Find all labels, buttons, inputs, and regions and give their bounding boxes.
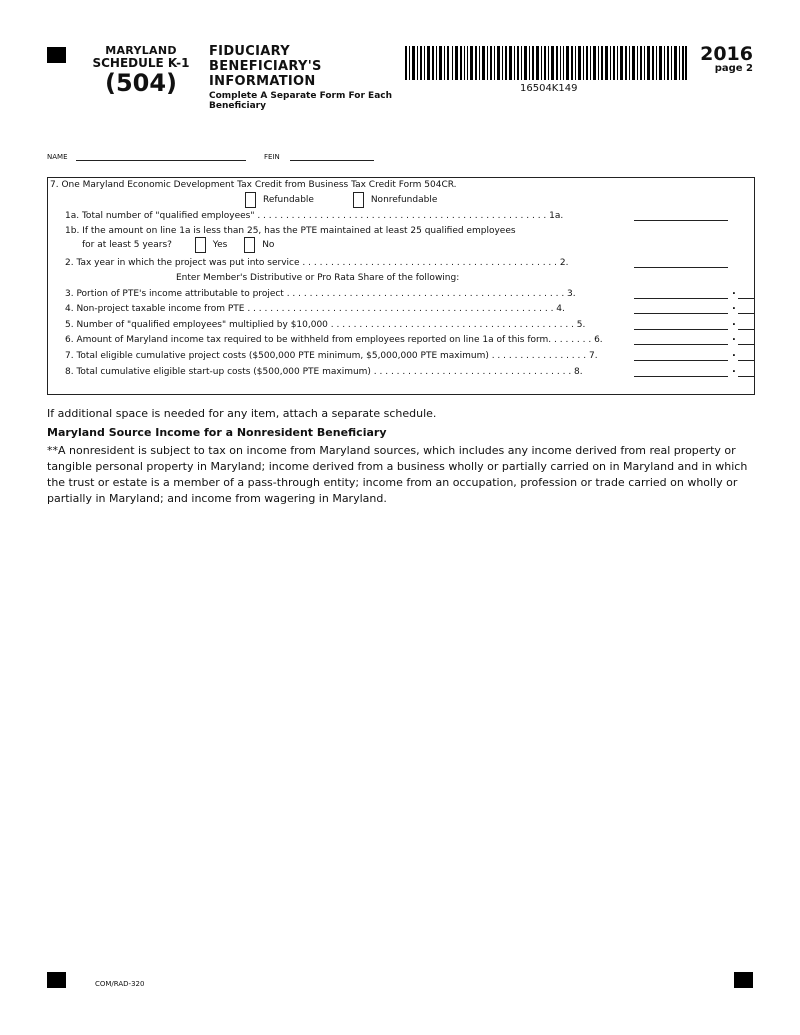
decimal-point: .	[732, 301, 736, 312]
barcode-number: 16504K149	[520, 83, 578, 94]
name-field[interactable]	[76, 151, 246, 161]
line-4-label: 4. Non-project taxable income from PTE . . . . . . . . . . . . . . . . . . . . . . . . . . . . . . . . . . . . . . . . . . . . . . . . . . . . . . 4.	[65, 304, 565, 314]
fein-field[interactable]	[290, 151, 374, 161]
form-identifier	[90, 44, 192, 96]
barcode	[405, 46, 687, 80]
page-number: page 2	[714, 63, 753, 74]
decimal-point: .	[732, 332, 736, 343]
decimal-point: .	[732, 348, 736, 359]
line-1a-label: 1a. Total number of "qualified employees" . . . . . . . . . . . . . . . . . . . . . . . . . . . . . . . . . . . . . . . . . . . . . . . . . . . 1a.	[65, 211, 564, 221]
schedule-label: SCHEDULE K-1	[92, 56, 190, 70]
nonrefundable-checkbox[interactable]	[353, 192, 364, 208]
registration-mark-bottom-left	[47, 972, 66, 988]
line-1b-cont: for at least 5 years?	[82, 240, 172, 250]
line-4-cents-input[interactable]	[738, 303, 754, 314]
no-checkbox[interactable]	[244, 237, 255, 253]
decimal-point: .	[732, 286, 736, 297]
line-1b-label: 1b. If the amount on line 1a is less than 25, has the PTE maintained at least 25 qualified employees	[65, 226, 516, 236]
line-7-label: 7. Total eligible cumulative project costs ($500,000 PTE minimum, $5,000,000 PTE maximum) . . . . . . . . . . . . . . . . . 7.	[65, 351, 598, 361]
tax-year-block	[700, 44, 753, 74]
nonresident-paragraph: **A nonresident is subject to tax on income from Maryland sources, which includes any income derived from real property or tangible personal property in Maryland; income derived from a business wholly or partially carried on in Maryland and in which the trust or estate is a member of a pass-through entity; income from an occupation, profession or trade carried on wholly or partially in Maryland; and income from wagering in Maryland.	[47, 444, 748, 505]
form-number: (504)	[104, 69, 178, 97]
nonresident-heading: Maryland Source Income for a Nonresident Beneficiary	[47, 426, 387, 439]
line-1a-input[interactable]	[634, 210, 728, 221]
refundable-checkbox[interactable]	[245, 192, 256, 208]
title-line-2: BENEFICIARY'S	[209, 59, 322, 74]
decimal-point: .	[732, 364, 736, 375]
line-6-label: 6. Amount of Maryland income tax required to be withheld from employees reported on line 1a of this form. . . . . . . . 6.	[65, 335, 603, 345]
line-3-cents-input[interactable]	[738, 288, 754, 299]
section-7-box	[47, 177, 755, 395]
line-3-label: 3. Portion of PTE's income attributable to project . . . . . . . . . . . . . . . . . . . . . . . . . . . . . . . . . . . . . . . . . . . . . . . . . 3.	[65, 289, 576, 299]
line-5-label: 5. Number of "qualified employees" multiplied by $10,000 . . . . . . . . . . . . . . . . . . . . . . . . . . . . . . . . . . . . . . . . . . . 5.	[65, 320, 586, 330]
line-1b-question	[82, 236, 274, 254]
line-6-input[interactable]	[634, 334, 728, 345]
line-4-input[interactable]	[634, 303, 728, 314]
form-title	[209, 44, 409, 111]
name-label: NAME	[47, 153, 68, 161]
line-7-input[interactable]	[634, 350, 728, 361]
tax-year: 2016	[700, 43, 753, 65]
registration-mark-top-left	[47, 47, 66, 63]
yes-checkbox[interactable]	[195, 237, 206, 253]
additional-space-note: If additional space is needed for any item, attach a separate schedule.	[47, 407, 437, 420]
form-subtitle: Complete A Separate Form For Each Beneficiary	[209, 91, 393, 111]
fein-label: FEIN	[263, 153, 280, 161]
line-7-cents-input[interactable]	[738, 350, 754, 361]
title-line-1: FIDUCIARY	[209, 44, 290, 59]
line-8-input[interactable]	[634, 366, 728, 377]
form-code: COM/RAD-320	[95, 980, 145, 988]
line-2-label: 2. Tax year in which the project was put into service . . . . . . . . . . . . . . . . . . . . . . . . . . . . . . . . . . . . . . . . . . . . . 2.	[65, 258, 569, 268]
decimal-point: .	[732, 317, 736, 328]
yes-label: Yes	[212, 240, 228, 250]
line-6-cents-input[interactable]	[738, 334, 754, 345]
no-label: No	[262, 240, 275, 250]
registration-mark-bottom-right	[734, 972, 753, 988]
identification-row	[47, 151, 374, 161]
section-7-title: 7. One Maryland Economic Development Tax Credit from Business Tax Credit Form 504CR.	[50, 180, 457, 190]
nonrefundable-label: Nonrefundable	[370, 195, 438, 205]
line-3-input[interactable]	[634, 288, 728, 299]
line-5-input[interactable]	[634, 319, 728, 330]
line-5-cents-input[interactable]	[738, 319, 754, 330]
line-8-cents-input[interactable]	[738, 366, 754, 377]
line-8-label: 8. Total cumulative eligible start-up costs ($500,000 PTE maximum) . . . . . . . . . . . . . . . . . . . . . . . . . . . . . . . . . . . 8.	[65, 367, 583, 377]
refundable-option	[245, 191, 437, 209]
enter-share-heading: Enter Member's Distributive or Pro Rata Share of the following:	[176, 273, 460, 283]
state-label: MARYLAND	[105, 44, 177, 57]
line-2-input[interactable]	[634, 257, 728, 268]
title-line-3: INFORMATION	[209, 74, 316, 89]
refundable-label: Refundable	[263, 195, 314, 205]
